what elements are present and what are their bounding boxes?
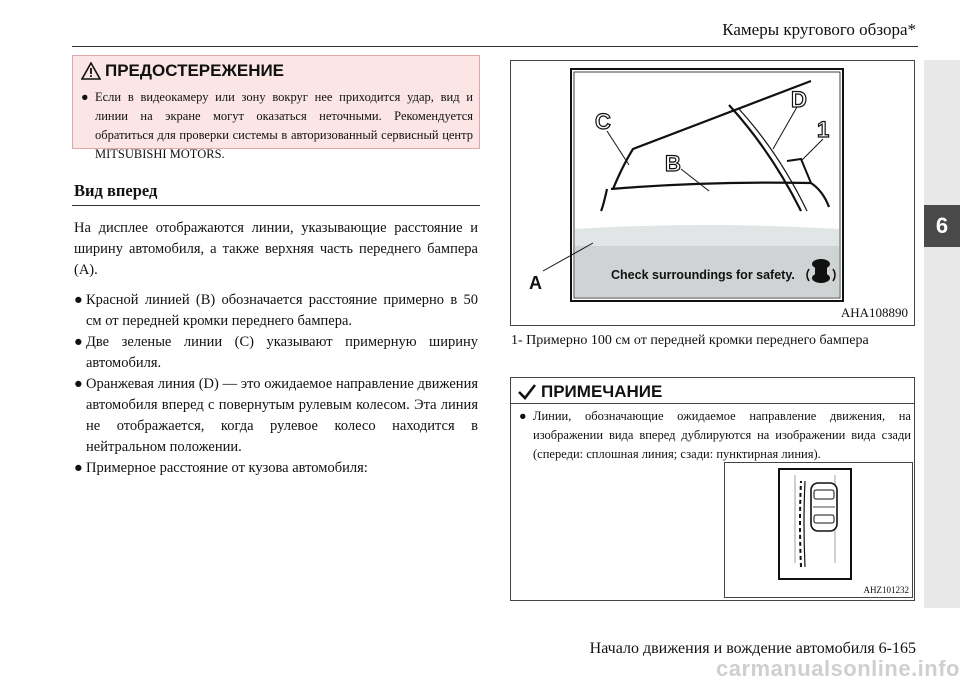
list-item — [74, 332, 478, 374]
warning-body — [81, 88, 473, 164]
section-divider — [72, 205, 480, 206]
leader-d — [773, 107, 797, 149]
note-heading-text: ПРИМЕЧАНИЕ — [541, 382, 663, 401]
warning-box — [72, 55, 480, 161]
figure-label-1: 1 — [817, 117, 830, 142]
list-item-text: Две зеленые линии (C) указывают примерную ширину автомобиля. — [86, 334, 478, 371]
list-item-text: Оранжевая линия (D) — это ожидаемое направление движения автомобиля вперед с повернутым рулевым колесом. Эта линия не отображается, когда рулевое колесо находится в нейтральном положении. — [86, 376, 478, 455]
parking-guide-illustration — [725, 463, 912, 597]
leader-c — [607, 131, 629, 165]
warning-triangle-icon — [81, 62, 101, 80]
bullet-icon: ● — [74, 292, 83, 308]
leader-b — [681, 169, 709, 191]
note-box — [510, 377, 915, 601]
chapter-side-tab — [924, 60, 960, 608]
figure-label-a: A — [529, 273, 542, 293]
figure-caption: 1- Примерно 100 см от передней кромки переднего бампера — [511, 333, 869, 348]
note-figure — [724, 462, 913, 598]
note-bullet-text: Линии, обозначающие ожидаемое направление движения, на изображении вида вперед дублируются на изображении вида сзади (спереди: сплошная линия; сзади: пунктирная линия). — [533, 409, 911, 461]
list-item-text: Красной линией (B) обозначается расстояние примерно в 50 см от передней кромки переднего бампера. — [86, 292, 478, 329]
warning-bullet — [81, 88, 473, 164]
bumper-gradient — [575, 225, 839, 246]
section-intro: На дисплее отображаются линии, указывающие расстояние и ширину автомобиля, а также верхняя часть переднего бампера (А). — [74, 220, 478, 278]
orange-path-line-d — [729, 105, 801, 211]
page-footer: Начало движения и вождение автомобиля 6-165 — [589, 640, 916, 657]
note-body — [519, 407, 911, 464]
figure-code: AHA108890 — [840, 305, 908, 320]
section-title: Вид вперед — [74, 181, 158, 200]
bullet-icon: ● — [81, 90, 89, 104]
leader-1 — [801, 139, 823, 161]
guide-line-lower — [601, 189, 607, 211]
bullet-icon: ● — [519, 409, 527, 423]
chapter-tab-number: 6 — [924, 205, 960, 247]
warning-heading — [81, 61, 284, 81]
screen-safety-message: Check surroundings for safety. — [611, 268, 795, 282]
note-heading — [517, 382, 662, 402]
note-bullet — [519, 407, 911, 464]
figure-label-c: C — [595, 109, 611, 134]
list-item — [74, 290, 478, 332]
section-bullet-list — [74, 290, 478, 479]
car-top-view-icon — [811, 483, 837, 531]
header-divider — [72, 46, 918, 47]
bullet-icon: ● — [74, 460, 83, 476]
checkmark-icon — [517, 383, 537, 401]
note-divider — [511, 403, 914, 404]
watermark: carmanualsonline.info — [716, 656, 960, 681]
green-width-line-right — [811, 183, 829, 207]
figure-label-b: B — [665, 151, 681, 176]
list-item — [74, 458, 478, 479]
red-distance-line-b — [611, 183, 811, 189]
camera-view-figure — [510, 60, 915, 326]
list-item — [74, 374, 478, 458]
figure-label-d: D — [791, 87, 807, 112]
warning-heading-text: ПРЕДОСТЕРЕЖЕНИЕ — [105, 61, 285, 80]
bullet-icon: ● — [74, 334, 83, 350]
note-figure-code: AHZ101232 — [863, 585, 909, 595]
warning-bullet-text: Если в видеокамеру или зону вокруг нее приходится удар, вид и линии на экране могут оказаться неточными. Рекомендуется обратиться для проверки системы в авторизованный сервисный центр MITSUBISHI MOTORS. — [95, 90, 473, 161]
page-header-title: Камеры кругового обзора* — [722, 20, 916, 39]
camera-view-illustration — [511, 61, 914, 325]
bullet-icon: ● — [74, 376, 83, 392]
list-item-text: Примерное расстояние от кузова автомобиля: — [86, 460, 368, 476]
